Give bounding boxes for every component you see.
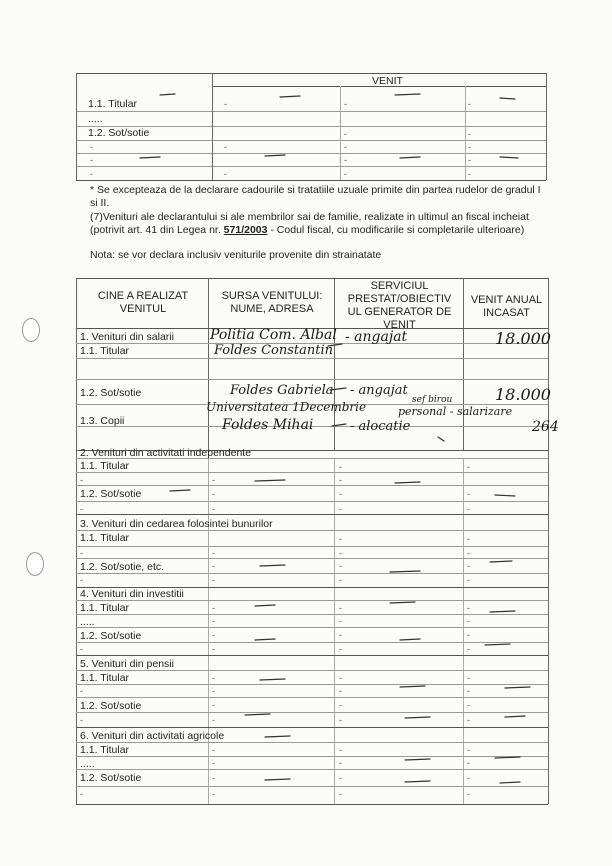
svg-text:-: - [224,99,227,109]
svg-text:-: - [90,155,93,165]
svg-text:-: - [339,616,342,626]
svg-text:-: - [467,644,470,654]
svg-text:-: - [467,758,470,768]
svg-text:-: - [212,489,215,499]
svg-text:-: - [212,548,215,558]
agricole-dots: ..... [80,758,95,770]
svg-text:-: - [468,129,471,139]
svg-text:-: - [467,534,470,544]
handwritten-service-3: personal - salarizare [398,405,513,418]
svg-text:-: - [339,686,342,696]
section-pensii: 5. Venituri din pensii [80,658,174,670]
svg-text:-: - [344,142,347,152]
svg-text:-: - [339,534,342,544]
svg-text:-: - [339,758,342,768]
svg-text:-: - [339,575,342,585]
pensii-sot: 1.2. Sot/sotie [80,700,142,712]
svg-text:-: - [212,700,215,710]
svg-text:-: - [212,504,215,514]
col-header-cine: CINE A REALIZAT VENITUL [97,290,189,315]
svg-text:-: - [339,489,342,499]
cedarea-sot: 1.2. Sot/sotie, etc. [80,561,165,573]
section-independente: 2. Venituri din activitati independente [80,447,252,459]
svg-text:-: - [80,504,83,514]
row-label-sot: 1.2. Sot/sotie [88,127,150,139]
handwritten-service-4: - alocatie [350,419,411,434]
handwritten-source-4: Foldes Mihai [222,417,314,433]
svg-text:-: - [339,630,342,640]
svg-text:-: - [344,99,347,109]
section-cedarea: 3. Venituri din cedarea folosintei bunurilor [80,518,273,530]
agricole-titular: 1.1. Titular [80,744,130,756]
svg-text:-: - [212,630,215,640]
handwritten-source-3: Universitatea 1Decembrie [206,400,367,414]
svg-text:-: - [339,644,342,654]
svg-text:-: - [90,142,93,152]
svg-text:-: - [467,673,470,683]
svg-text:-: - [339,504,342,514]
svg-text:-: - [468,155,471,165]
handwritten-service-2: - angajat [350,383,408,398]
svg-text:-: - [467,603,470,613]
svg-text:-: - [467,575,470,585]
cedarea-titular: 1.1. Titular [80,532,130,544]
col-header-sursa: SURSA VENITULUI: NUME, ADRESA [221,290,323,315]
svg-text:-: - [80,644,83,654]
svg-text:-: - [212,758,215,768]
svg-text:-: - [344,155,347,165]
svg-text:-: - [467,504,470,514]
svg-text:-: - [212,561,215,571]
row-label-titular: 1.1. Titular [88,98,138,110]
svg-text:-: - [468,99,471,109]
section-agricole: 6. Venituri din activitati agricole [80,730,225,742]
svg-text:-: - [212,789,215,799]
svg-text:-: - [80,686,83,696]
pensii-titular: 1.1. Titular [80,672,130,684]
independente-titular: 1.1. Titular [80,460,130,472]
svg-text:-: - [339,475,342,485]
svg-text:-: - [344,169,347,179]
svg-text:-: - [467,616,470,626]
handwritten-amount-1: 18.000 [495,329,551,348]
svg-text:-: - [467,561,470,571]
nota-strainatate: Nota: se vor declara inclusiv veniturile provenite din strainatate [90,249,382,261]
investitii-titular: 1.1. Titular [80,602,130,614]
investitii-sot: 1.2. Sot/sotie [80,630,142,642]
handwritten-source-2: Foldes Gabriela [230,383,334,398]
svg-text:-: - [467,789,470,799]
svg-text:-: - [339,603,342,613]
svg-text:-: - [339,673,342,683]
handwritten-service-1: - angajat [345,329,408,345]
investitii-dots: ..... [80,616,95,628]
svg-text:-: - [212,575,215,585]
handwritten-source-1: Politia Com. Albal [210,327,337,343]
svg-text:-: - [467,489,470,499]
svg-text:-: - [212,603,215,613]
svg-text:-: - [467,548,470,558]
svg-text:-: - [339,789,342,799]
svg-text:-: - [468,169,471,179]
svg-text:-: - [212,673,215,683]
svg-text:-: - [212,686,215,696]
salarii-copii: 1.3. Copii [80,415,125,427]
handwritten-amount-2: 18.000 [495,385,551,404]
svg-text:-: - [212,644,215,654]
salarii-titular: 1.1. Titular [80,345,130,357]
svg-text:-: - [467,745,470,755]
svg-text:-: - [467,686,470,696]
law-number: 571/2003 [223,223,268,236]
svg-text:-: - [339,462,342,472]
svg-text:-: - [212,773,215,783]
svg-text:-: - [467,630,470,640]
independente-sot: 1.2. Sot/sotie [80,488,142,500]
svg-text:-: - [467,700,470,710]
svg-text:-: - [467,715,470,725]
handwritten-small-2: sef birou [412,395,453,405]
svg-text:-: - [467,462,470,472]
salarii-sot: 1.2. Sot/sotie [80,387,142,399]
section-investitii: 4. Venituri din investitii [80,588,184,600]
row-label-dots: ..... [88,113,103,125]
svg-text:-: - [80,575,83,585]
col-header-venit-anual: VENIT ANUAL INCASAT [470,294,543,319]
handwritten-name-1: Foldes Constantin [214,343,334,358]
svg-text:-: - [212,475,215,485]
section-7-intro: (7)Venituri ale declarantului si ale membrilor sai de familie, realizate in ultimul an fiscal incheiat (potrivit art. 41 din Legea nr. 571/2003 - Codul fiscal, cu modificarile si completarile ulterioare) [90,211,529,236]
handwritten-amount-4: 264 [532,419,559,435]
svg-text:-: - [80,475,83,485]
col-header-serviciul: SERVICIUL PRESTAT/OBIECTIV UL GENERATOR DE VENIT [347,280,452,331]
svg-text:-: - [339,561,342,571]
venit-header: VENIT [372,75,403,87]
svg-text:-: - [467,773,470,783]
svg-text:-: - [339,548,342,558]
section-salarii: 1. Venituri din salarii [80,331,174,343]
svg-text:-: - [468,142,471,152]
svg-text:-: - [339,700,342,710]
svg-text:-: - [344,129,347,139]
svg-text:-: - [212,745,215,755]
svg-text:-: - [212,715,215,725]
svg-text:-: - [339,773,342,783]
note-exceptie: * Se excepteaza de la declarare cadourile si tratatiile uzuale primite din partea rudelor de gradul I si II. [90,184,541,209]
agricole-sot: 1.2. Sot/sotie [80,772,142,784]
svg-text:-: - [339,715,342,725]
svg-text:-: - [80,789,83,799]
svg-text:-: - [224,169,227,179]
svg-text:-: - [90,169,93,179]
svg-text:-: - [339,745,342,755]
svg-text:-: - [212,616,215,626]
svg-text:-: - [224,142,227,152]
svg-text:-: - [80,548,83,558]
svg-text:-: - [80,715,83,725]
